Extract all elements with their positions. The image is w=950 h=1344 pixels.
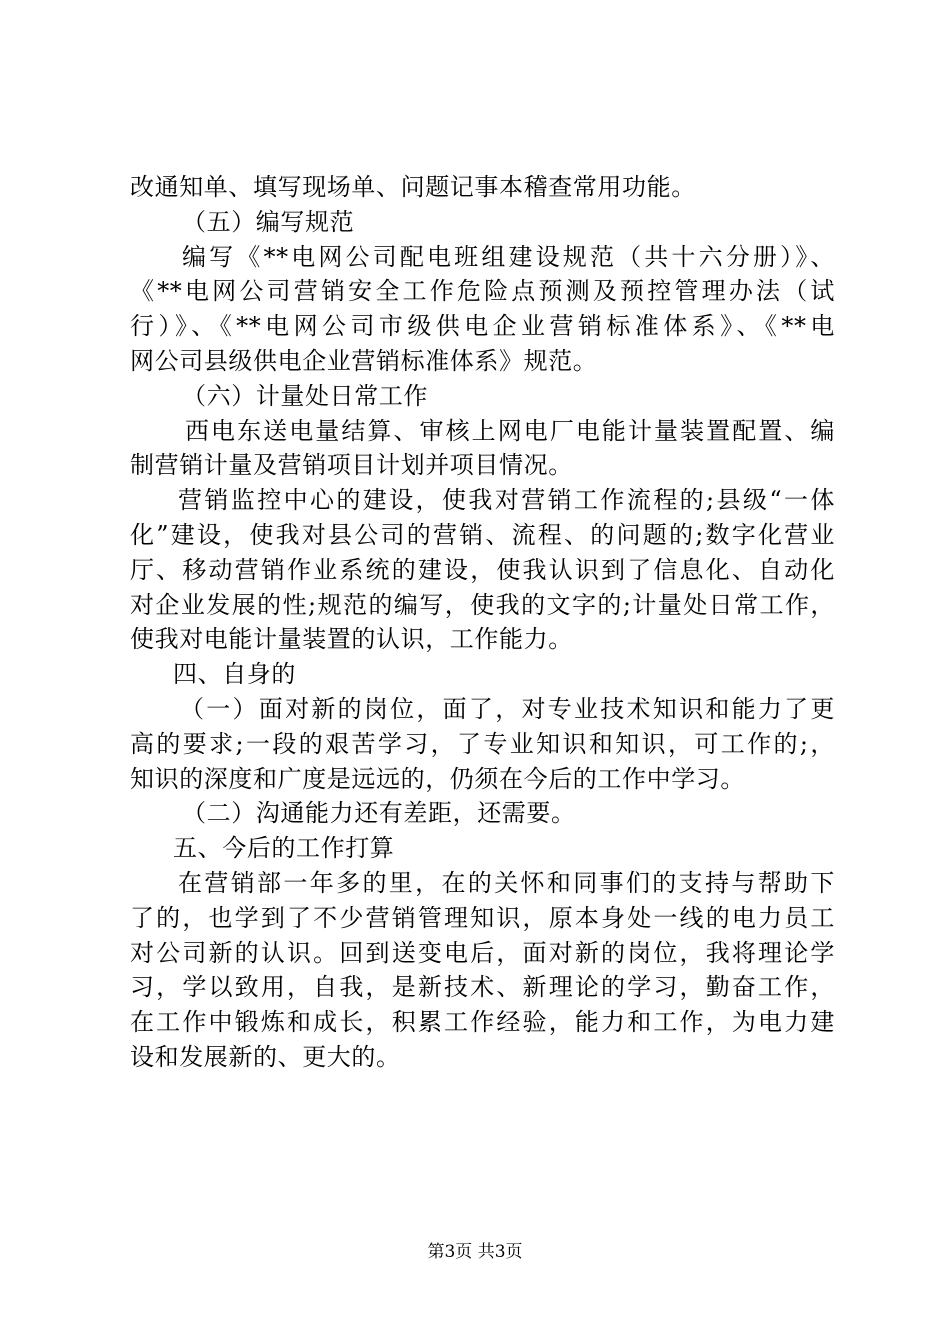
text-line: 营销监控中心的建设，使我对营销工作流程的;县级“一体 bbox=[178, 486, 835, 515]
text-line: 厅、移动营销作业系统的建设，使我认识到了信息化、自动化 bbox=[130, 555, 835, 584]
text-line: 对公司新的认识。回到送变电后，面对新的岗位，我将理论学 bbox=[130, 938, 835, 967]
section-heading: （五）编写规范 bbox=[182, 207, 355, 236]
text-line: 行）》、《**电网公司市级供电企业营销标准体系》、《**电 bbox=[130, 312, 835, 341]
text-line: 网公司县级供电企业营销标准体系》规范。 bbox=[130, 346, 598, 375]
text-line: 高的要求;一段的艰苦学习，了专业知识和知识，可工作的;， bbox=[130, 729, 835, 758]
text-line: 设和发展新的、更大的。 bbox=[130, 1042, 401, 1071]
text-line: 编写《**电网公司配电班组建设规范（共十六分册）》、 bbox=[182, 242, 835, 271]
text-line: 西电东送电量结算、审核上网电厂电能计量装置配置、编 bbox=[185, 416, 835, 445]
document-body bbox=[130, 170, 835, 1075]
section-heading: （六）计量处日常工作 bbox=[182, 381, 428, 410]
text-line: （二）沟通能力还有差距，还需要。 bbox=[182, 799, 576, 828]
text-line: 在营销部一年多的里，在的关怀和同事们的支持与帮助下 bbox=[178, 868, 835, 897]
text-line: 对企业发展的性;规范的编写，使我的文字的;计量处日常工作， bbox=[130, 590, 835, 619]
section-heading: 四、自身的 bbox=[173, 660, 296, 689]
text-line: 使我对电能计量装置的认识，工作能力。 bbox=[130, 625, 573, 654]
text-line: 《**电网公司营销安全工作危险点预测及预控管理办法（试 bbox=[130, 277, 835, 306]
text-line: 知识的深度和广度是远远的，仍须在今后的工作中学习。 bbox=[130, 764, 745, 793]
text-line: 了的，也学到了不少营销管理知识，原本身处一线的电力员工 bbox=[130, 903, 835, 932]
text-line: （一）面对新的岗位，面了，对专业技术知识和能力了更 bbox=[180, 694, 835, 723]
text-line: 习，学以致用，自我，是新技术、新理论的学习，勤奋工作， bbox=[130, 973, 835, 1002]
page-number-footer: 第3页 共3页 bbox=[427, 1242, 523, 1262]
text-line: 改通知单、填写现场单、问题记事本稽查常用功能。 bbox=[130, 173, 696, 201]
text-line: 化”建设，使我对县公司的营销、流程、的问题的;数字化营业 bbox=[130, 520, 835, 549]
text-line: 在工作中锻炼和成长，积累工作经验，能力和工作，为电力建 bbox=[130, 1008, 835, 1037]
section-heading: 五、今后的工作打算 bbox=[173, 834, 395, 863]
text-line: 制营销计量及营销项目计划并项目情况。 bbox=[130, 451, 573, 480]
